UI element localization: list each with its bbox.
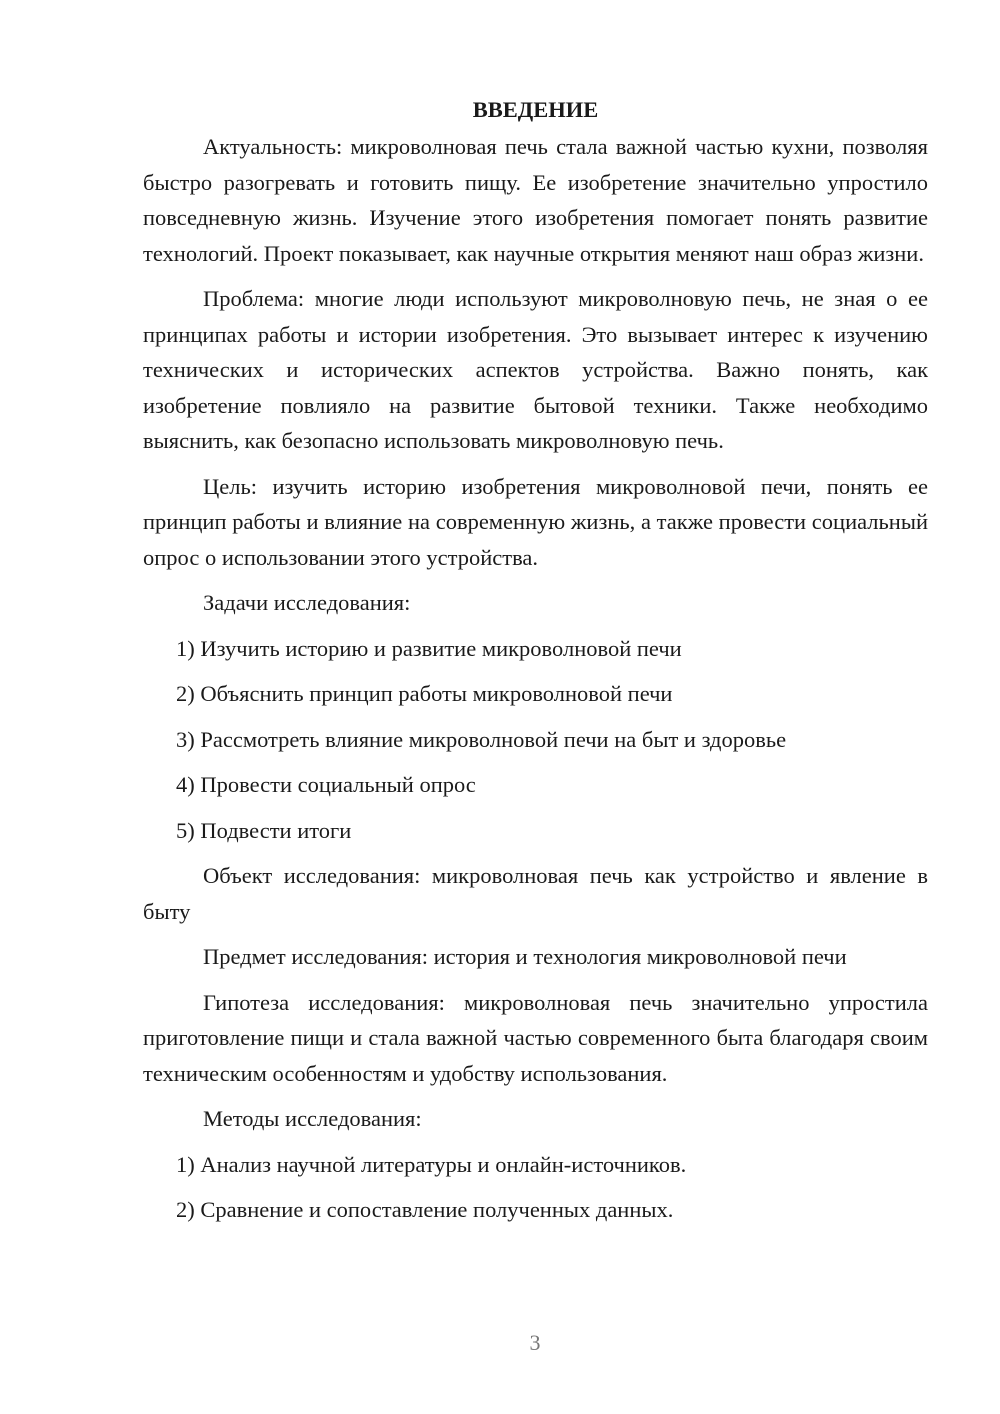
list-item: 3) Рассмотреть влияние микроволновой печи на быт и здоровье (176, 726, 787, 752)
hypothesis-paragraph: Гипотеза исследования: микроволновая печь значительно упростила приготовление пищи и стала важной частью современного быта благодаря своим техническим особенностям и удобству использования. (143, 989, 928, 1086)
list-item: 5) Подвести итоги (176, 817, 352, 843)
list-item: 1) Изучить историю и развитие микроволновой печи (176, 635, 682, 661)
list-item: 2) Сравнение и сопоставление полученных данных. (176, 1197, 674, 1222)
tasks-list (143, 631, 928, 849)
page-number: 3 (529, 1330, 541, 1355)
list-item: 1) Анализ научной литературы и онлайн-источников. (176, 1151, 687, 1177)
methods-heading: Методы исследования: (203, 1106, 422, 1131)
subject-paragraph: Предмет исследования: история и технология микроволновой печи (203, 944, 847, 969)
tasks-heading: Задачи исследования: (203, 590, 411, 615)
relevance-paragraph: Актуальность: микроволновая печь стала важной частью кухни, позволяя быстро разогревать и готовить пищу. Ее изобретение значительно упростило повседневную жизнь. Изучение этого изобретения помогает понять развитие технологий. Проект показывает, как научные открытия меняют наш образ жизни. (143, 134, 928, 266)
document-page (143, 92, 928, 1238)
methods-list (143, 1147, 928, 1228)
object-paragraph: Объект исследования: микроволновая печь как устройство и явление в быту (143, 863, 928, 924)
list-item: 4) Провести социальный опрос (176, 772, 476, 797)
problem-paragraph: Проблема: многие люди используют микроволновую печь, не зная о ее принципах работы и истории изобретения. Это вызывает интерес к изучению технических и исторических аспектов устройства. Важно понять, как изобретение повлияло на развитие бытовой техники. Также необходимо выяснить, как безопасно использовать микроволновую печь. (143, 286, 928, 453)
section-title: ВВЕДЕНИЕ (472, 97, 599, 122)
goal-paragraph: Цель: изучить историю изобретения микроволновой печи, понять ее принцип работы и влияние на современную жизнь, а также провести социальный опрос о использовании этого устройства. (143, 473, 928, 570)
list-item: 2) Объяснить принцип работы микроволновой печи (176, 681, 673, 706)
